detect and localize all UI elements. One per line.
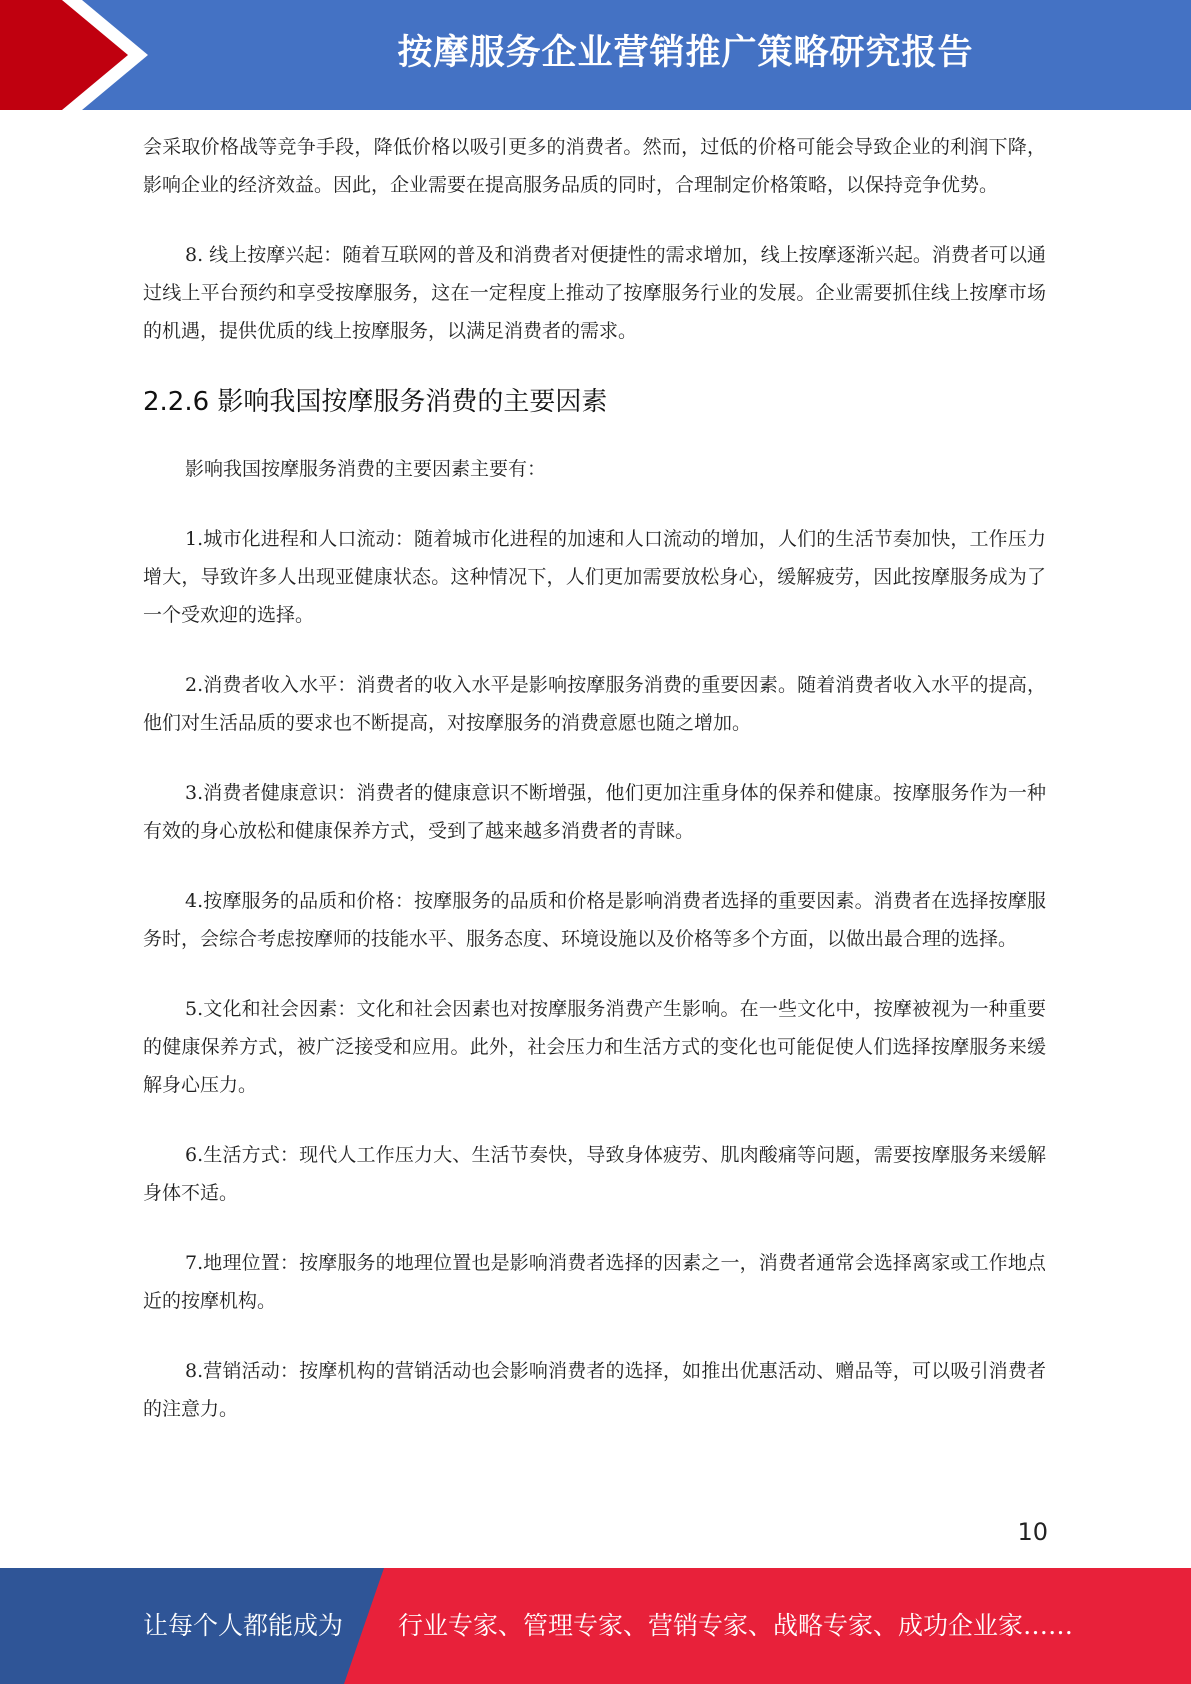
factor-paragraph-3: 3.消费者健康意识：消费者的健康意识不断增强，他们更加注重身体的保养和健康。按摩服务作为一种有效的身心放松和健康保养方式，受到了越来越多消费者的青睐。 [143,782,1046,842]
intro-paragraph: 影响我国按摩服务消费的主要因素主要有： [185,458,547,480]
paragraph-online-massage: 8. 线上按摩兴起：随着互联网的普及和消费者对便捷性的需求增加，线上按摩逐渐兴起。消费者可以通过线上平台预约和享受按摩服务，这在一定程度上推动了按摩服务行业的发展。企业需要抓住线上按摩市场的机遇，提供优质的线上按摩服务，以满足消费者的需求。 [143,244,1046,342]
footer-banner [0,1568,1191,1684]
continuation-paragraph: 会采取价格战等竞争手段，降低价格以吸引更多的消费者。然而，过低的价格可能会导致企业的利润下降，影响企业的经济效益。因此，企业需要在提高服务品质的同时，合理制定价格策略，以保持竞争优势。 [143,136,1046,196]
document-title: 按摩服务企业营销推广策略研究报告 [397,33,974,73]
factor-paragraph-2: 2.消费者收入水平：消费者的收入水平是影响按摩服务消费的重要因素。随着消费者收入水平的提高，他们对生活品质的要求也不断提高，对按摩服务的消费意愿也随之增加。 [143,674,1046,734]
factor-paragraph-7: 7.地理位置：按摩服务的地理位置也是影响消费者选择的因素之一，消费者通常会选择离家或工作地点近的按摩机构。 [143,1252,1046,1312]
factor-paragraph-6: 6.生活方式：现代人工作压力大、生活节奏快，导致身体疲劳、肌肉酸痛等问题，需要按摩服务来缓解身体不适。 [143,1144,1046,1204]
page-body [143,128,1046,1428]
factor-paragraph-8: 8.营销活动：按摩机构的营销活动也会影响消费者的选择，如推出优惠活动、赠品等，可以吸引消费者的注意力。 [143,1360,1046,1420]
factor-paragraph-4: 4.按摩服务的品质和价格：按摩服务的品质和价格是影响消费者选择的重要因素。消费者在选择按摩服务时，会综合考虑按摩师的技能水平、服务态度、环境设施以及价格等多个方面，以做出最合理的选择。 [143,890,1046,950]
header-chevron-icon [0,0,160,110]
page-number: 10 [1017,1518,1048,1546]
factor-paragraph-5: 5.文化和社会因素：文化和社会因素也对按摩服务消费产生影响。在一些文化中，按摩被视为一种重要的健康保养方式，被广泛接受和应用。此外，社会压力和生活方式的变化也可能促使人们选择按摩服务来缓解身心压力。 [143,998,1046,1096]
header-banner [0,0,1191,110]
factor-paragraph-1: 1.城市化进程和人口流动：随着城市化进程的加速和人口流动的增加，人们的生活节奏加快，工作压力增大，导致许多人出现亚健康状态。这种情况下，人们更加需要放松身心，缓解疲劳，因此按摩服务成为了一个受欢迎的选择。 [143,528,1046,626]
footer-slogan-left: 让每个人都能成为 [143,1611,344,1640]
footer-slogan-right: 行业专家、管理专家、营销专家、战略专家、成功企业家…… [398,1611,1074,1640]
section-heading: 2.2.6 影响我国按摩服务消费的主要因素 [143,387,608,417]
